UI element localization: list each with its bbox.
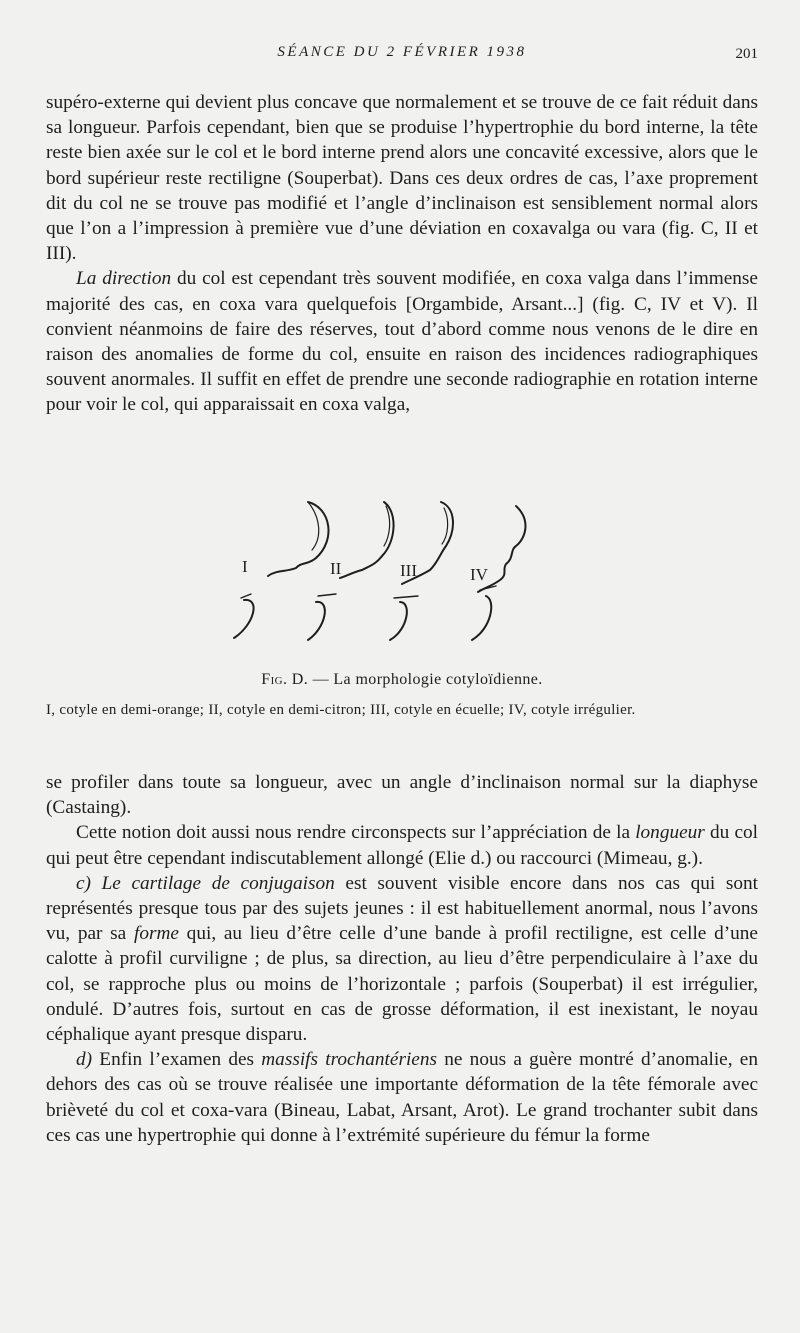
page-header <box>46 44 758 70</box>
paragraph <box>46 266 758 417</box>
text-run-italic: forme <box>133 923 179 945</box>
text-run: du col est cependant très souvent modifiée, en coxa valga dans l’immense majorité des cas, en coxa vara quelquefois [Orgambide, Arsant...] (fig. C, IV et V). Il convient néanmoins de faire des réserves, tout d’abord comme nous venons de le dire en raison des anomalies de forme du col, ensuite en raison des incidences radiographiques souvent anormales. Il suffit en effet de prendre une seconde radiographie en rotation interne pour voir le col, qui apparaissait en coxa valga, <box>46 268 758 416</box>
figure-label-i: I <box>242 557 248 576</box>
figure-label-ii: II <box>330 559 342 578</box>
top-text-block <box>46 90 758 418</box>
text-run-italic: massifs trochantériens <box>261 1049 438 1071</box>
text-run: Enfin l’examen des <box>92 1049 262 1071</box>
figure-legend: I, cotyle en demi-orange; II, cotyle en demi-citron; III, cotyle en écuelle; IV, cotyle irrégulier. <box>46 702 636 718</box>
paragraph <box>46 871 758 1047</box>
bottom-text-block <box>46 770 758 1148</box>
running-title: SÉANCE DU 2 FÉVRIER 1938 <box>277 44 527 60</box>
cotyle-drawing-ii <box>308 502 394 640</box>
figure-caption-text: — La morphologie cotyloïdienne. <box>308 671 543 688</box>
text-run-italic: d) <box>76 1049 93 1071</box>
figure-cotyle-morphology <box>46 490 758 690</box>
page-number: 201 <box>735 46 758 62</box>
text-run: Cette notion doit aussi nous rendre circonspects sur l’appréciation de la <box>76 822 636 844</box>
figure-caption-prefix: Fig. D. <box>261 671 309 688</box>
text-run-italic: c) Le cartilage de conjugaison <box>76 872 335 894</box>
text-run: du col qui peut être cependant indiscutablement allongé (Elie d.) ou raccourci (Mimeau, g.). <box>46 822 759 869</box>
paragraph <box>46 90 758 266</box>
figure-caption <box>46 671 758 689</box>
text-run: qui, au lieu d’être celle d’une bande à profil rectiligne, est celle d’une calotte à profil curviligne ; de plus, sa direction, au lieu d’être perpendiculaire à l’axe du col, se rapproche plus ou moins de l’horizontale ; parfois (Souperbat) il est irrégulier, ondulé. D’autres fois, surtout en cas de grosse déformation, il est inexistant, le noyau céphalique ayant presque disparu. <box>46 923 758 1046</box>
paragraph <box>46 1047 758 1148</box>
paragraph <box>46 820 758 870</box>
text-run: ne nous a guère montré d’anomalie, en dehors des cas où se trouve réalisée une importante déformation de la tête fémorale avec brièveté du col et coxa-vara (Bineau, Labat, Arsant, Arot). Le grand trochanter subit dans ces cas une hypertrophie qui donne à l’extrémité supérieure du fémur la forme <box>46 1049 758 1146</box>
cotyle-drawing-i <box>234 502 328 638</box>
text-run-italic: La direction <box>76 268 172 290</box>
text-run: se profiler dans toute sa longueur, avec un angle d’inclinaison normal sur la diaphyse (Castaing). <box>46 772 758 819</box>
paragraph <box>46 770 758 820</box>
figure-drawing <box>46 490 758 670</box>
text-run: supéro-externe qui devient plus concave que normalement et se trouve de ce fait réduit dans sa longueur. Parfois cependant, bien que se produise l’hypertrophie du bord interne, la tête reste bien axée sur le col et le bord interne prend alors une concavité excessive, alors que le bord supérieur reste rectiligne (Souperbat). Dans ces deux ordres de cas, l’axe proprement dit du col ne se trouve pas modifié et l’angle d’inclinaison est sensiblement normal alors que l’on a l’impression à première vue d’une déviation en coxavalga ou vara (fig. C, II et III). <box>46 92 758 265</box>
text-run: est souvent visible encore dans nos cas qui sont représentés presque tous par des sujets jeunes : il est habituellement anormal, nous l’avons vu, par sa <box>46 872 758 945</box>
figure-label-iii: III <box>400 561 417 580</box>
figure-label-iv: IV <box>470 565 488 584</box>
text-run-italic: longueur <box>635 822 705 844</box>
